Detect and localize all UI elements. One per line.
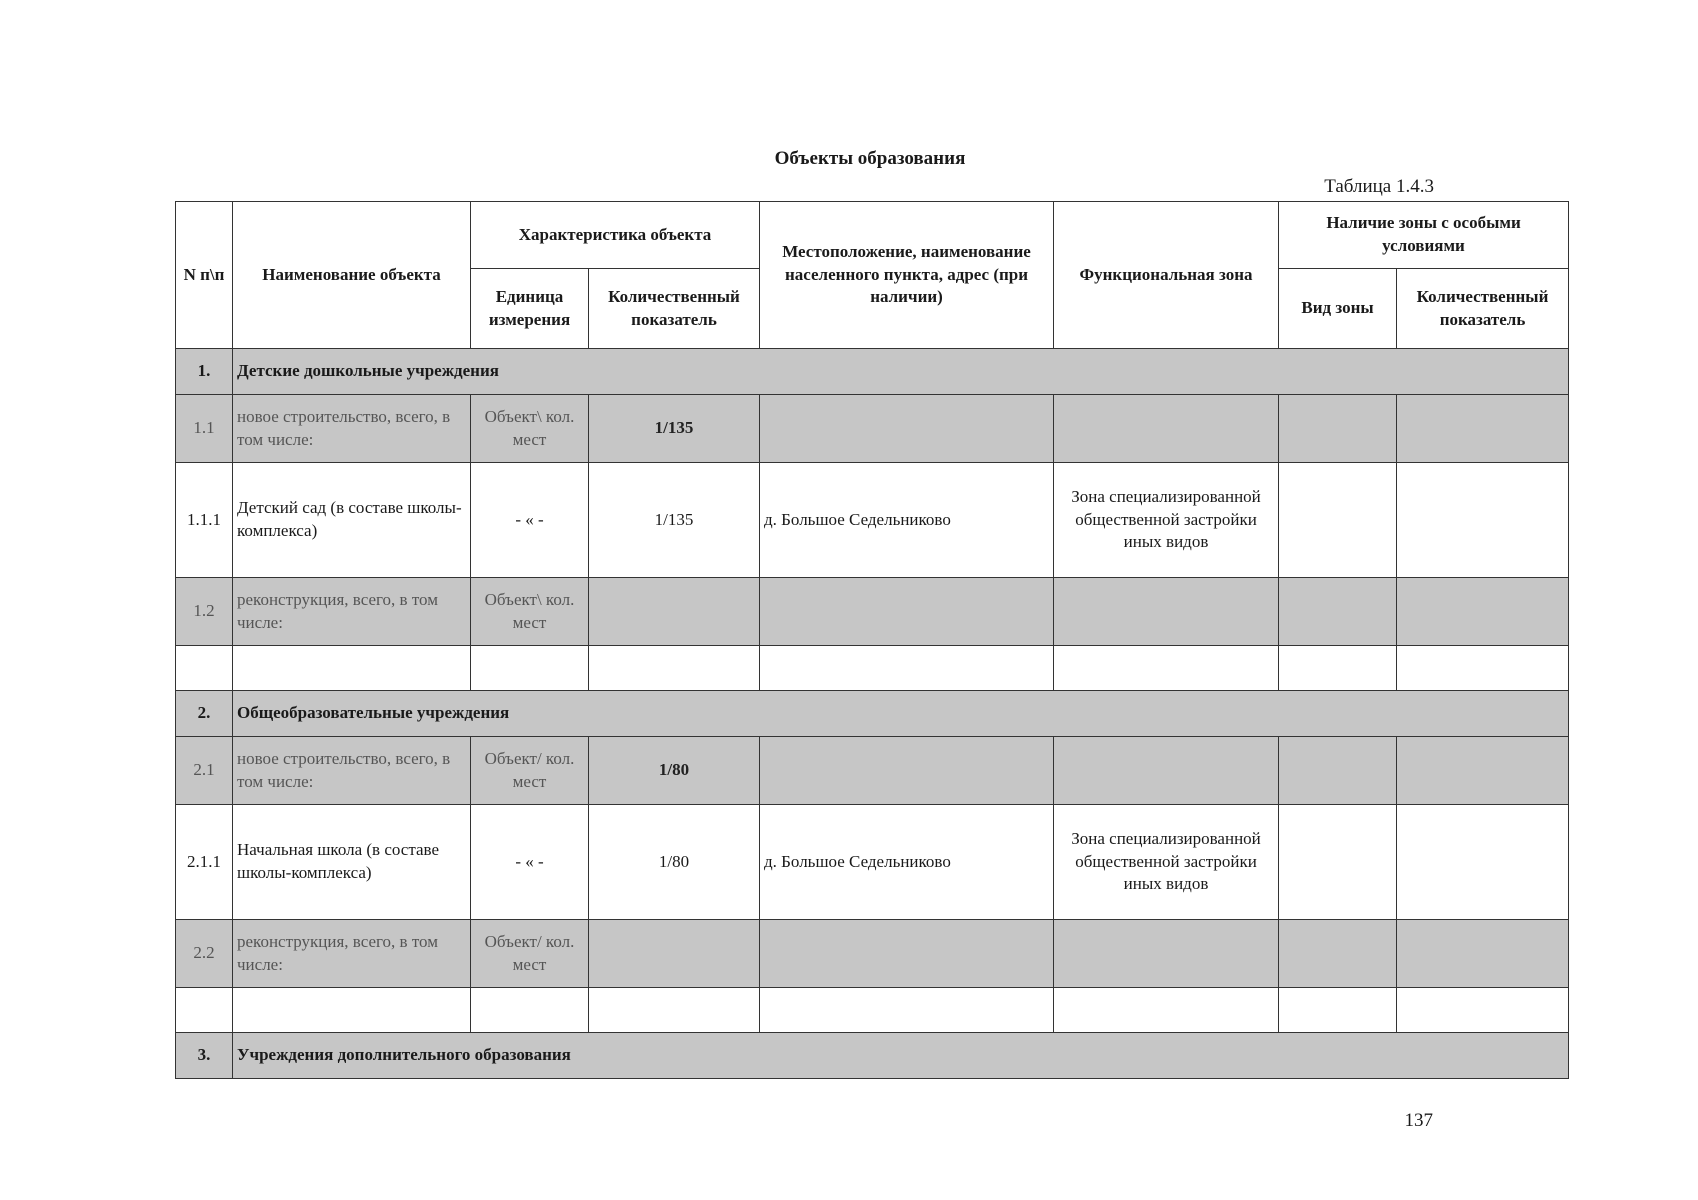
row-unit: Объект/ кол. мест (471, 920, 589, 988)
row-unit: - « - (471, 463, 589, 578)
row-quantity (589, 578, 760, 646)
row-location: д. Большое Седельниково (760, 805, 1054, 920)
section-row (176, 349, 1569, 395)
row-zone-quantity (1397, 737, 1569, 805)
row-name: Детский сад (в составе школы-комплекса) (233, 463, 471, 578)
row-zone-quantity (1397, 578, 1569, 646)
row-zone (1054, 578, 1279, 646)
row-zone-quantity (1397, 463, 1569, 578)
section-title: Детские дошкольные учреждения (233, 349, 1569, 395)
row-name: реконструкция, всего, в том числе: (233, 578, 471, 646)
row-location (760, 737, 1054, 805)
row-location (760, 578, 1054, 646)
section-row (176, 691, 1569, 737)
row-zone-type (1279, 805, 1397, 920)
row-num: 2. (176, 691, 233, 737)
row-quantity: 1/80 (589, 805, 760, 920)
row-zone-type (1279, 920, 1397, 988)
row-zone-type (1279, 737, 1397, 805)
header-num: N п\п (176, 202, 233, 349)
row-zone-quantity (1397, 920, 1569, 988)
empty-row (176, 646, 1569, 691)
row-zone-type (1279, 578, 1397, 646)
table-row (176, 805, 1569, 920)
header-unit: Единица измерения (471, 269, 589, 349)
row-name: реконструкция, всего, в том числе: (233, 920, 471, 988)
row-num: 1.1.1 (176, 463, 233, 578)
row-quantity: 1/135 (589, 395, 760, 463)
row-zone-quantity (1397, 395, 1569, 463)
table-number: Таблица 1.4.3 (1324, 176, 1434, 197)
header-characteristic: Характеристика объекта (471, 202, 760, 269)
row-num: 1.1 (176, 395, 233, 463)
row-zone (1054, 920, 1279, 988)
table-row (176, 920, 1569, 988)
row-zone-type (1279, 463, 1397, 578)
document-title: Объекты образования (774, 148, 966, 169)
row-location: д. Большое Седельниково (760, 463, 1054, 578)
row-zone: Зона специализированной общественной застройки иных видов (1054, 463, 1279, 578)
row-num: 2.2 (176, 920, 233, 988)
table-row (176, 578, 1569, 646)
row-name: Начальная школа (в составе школы-комплекса) (233, 805, 471, 920)
table-row (176, 463, 1569, 578)
row-zone-quantity (1397, 805, 1569, 920)
section-row (176, 1033, 1569, 1079)
row-zone: Зона специализированной общественной застройки иных видов (1054, 805, 1279, 920)
section-title: Учреждения дополнительного образования (233, 1033, 1569, 1079)
row-unit: Объект\ кол. мест (471, 395, 589, 463)
education-objects-table (175, 201, 1569, 1079)
row-unit: - « - (471, 805, 589, 920)
row-zone (1054, 395, 1279, 463)
table-row (176, 395, 1569, 463)
row-name: новое строительство, всего, в том числе: (233, 737, 471, 805)
row-num: 2.1 (176, 737, 233, 805)
header-name: Наименование объекта (233, 202, 471, 349)
row-location (760, 395, 1054, 463)
row-num: 2.1.1 (176, 805, 233, 920)
header-special-zone: Наличие зоны с особыми условиями (1279, 202, 1569, 269)
header-location: Местоположение, наименование населенного пункта, адрес (при наличии) (760, 202, 1054, 349)
row-num: 1.2 (176, 578, 233, 646)
header-zone-quantity: Количественный показатель (1397, 269, 1569, 349)
row-unit: Объект\ кол. мест (471, 578, 589, 646)
row-num: 3. (176, 1033, 233, 1079)
row-name: новое строительство, всего, в том числе: (233, 395, 471, 463)
row-quantity: 1/80 (589, 737, 760, 805)
section-title: Общеобразовательные учреждения (233, 691, 1569, 737)
row-quantity: 1/135 (589, 463, 760, 578)
table-row (176, 737, 1569, 805)
empty-row (176, 988, 1569, 1033)
page-number: 137 (1404, 1110, 1433, 1131)
row-unit: Объект/ кол. мест (471, 737, 589, 805)
row-num: 1. (176, 349, 233, 395)
row-zone-type (1279, 395, 1397, 463)
header-functional-zone: Функциональная зона (1054, 202, 1279, 349)
row-zone (1054, 737, 1279, 805)
row-quantity (589, 920, 760, 988)
row-location (760, 920, 1054, 988)
header-zone-type: Вид зоны (1279, 269, 1397, 349)
header-quantity: Количественный показатель (589, 269, 760, 349)
